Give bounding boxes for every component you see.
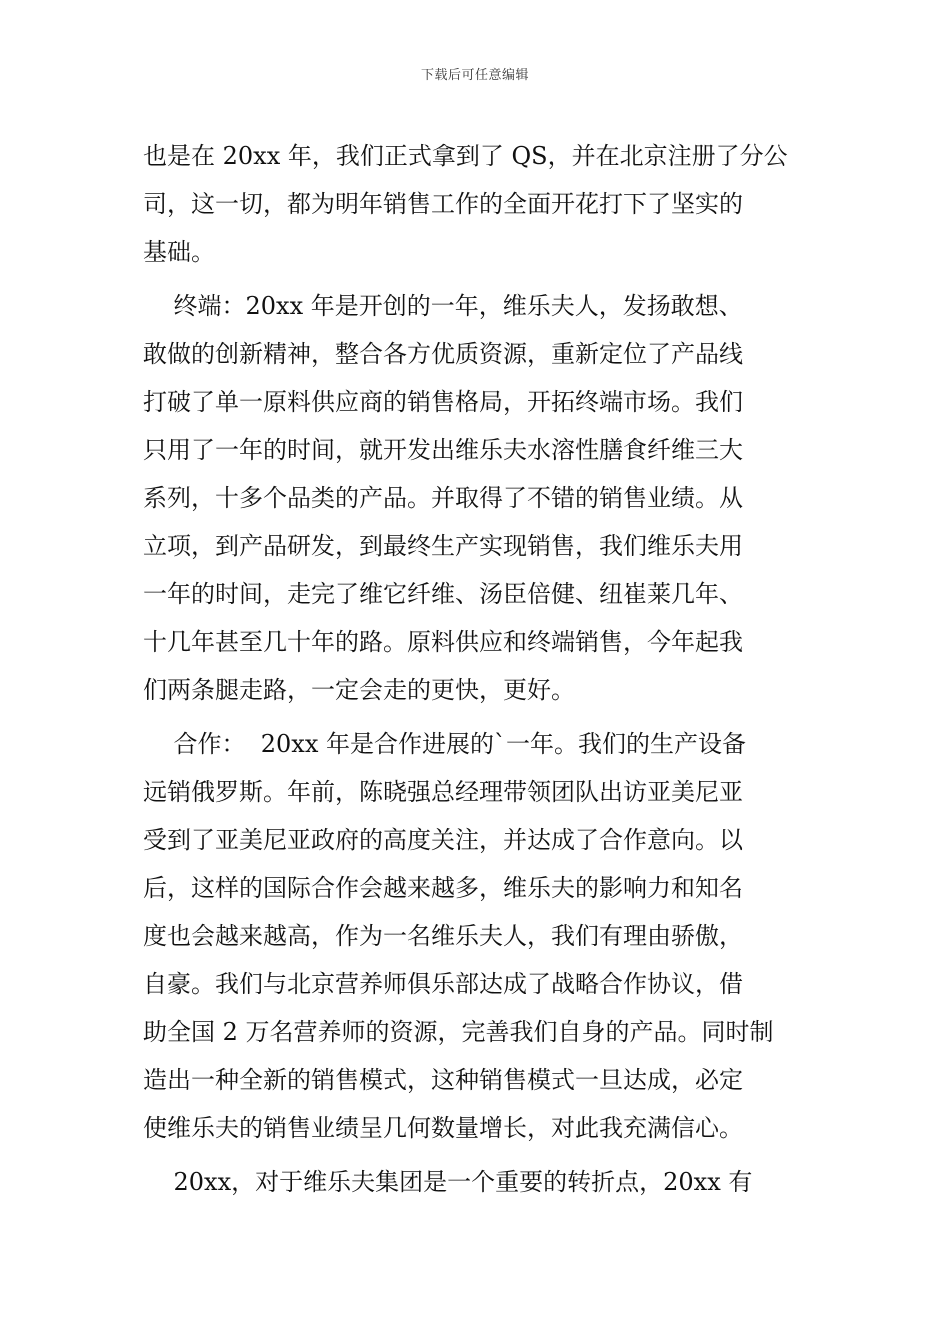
text-line: 助全国 2 万名营养师的资源，完善我们自身的产品。同时制 bbox=[143, 1018, 774, 1046]
text-line: 远销俄罗斯。年前，陈晓强总经理带领团队出访亚美尼亚 bbox=[143, 778, 743, 806]
document-body bbox=[143, 132, 811, 1206]
text-line: 20xx，对于维乐夫集团是一个重要的转折点，20xx 有 bbox=[143, 1168, 753, 1196]
paragraph bbox=[143, 132, 811, 276]
text-line: 立项，到产品研发，到最终生产实现销售，我们维乐夫用 bbox=[143, 532, 743, 560]
text-line: 一年的时间，走完了维它纤维、汤臣倍健、纽崔莱几年、 bbox=[143, 580, 743, 608]
text-line: 只用了一年的时间，就开发出维乐夫水溶性膳食纤维三大 bbox=[143, 436, 743, 464]
text-line: 系列，十多个品类的产品。并取得了不错的销售业绩。从 bbox=[143, 484, 743, 512]
text-line: 造出一种全新的销售模式，这种销售模式一旦达成，必定 bbox=[143, 1066, 743, 1094]
text-line: 后，这样的国际合作会越来越多，维乐夫的影响力和知名 bbox=[143, 874, 743, 902]
text-line: 十几年甚至几十年的路。原料供应和终端销售，今年起我 bbox=[143, 628, 743, 656]
text-line: 基础。 bbox=[143, 238, 215, 266]
text-line: 终端：20xx 年是开创的一年，维乐夫人，发扬敢想、 bbox=[143, 292, 743, 320]
paragraph bbox=[143, 720, 811, 1152]
page-header-note: 下载后可任意编辑 bbox=[420, 68, 529, 83]
text-line: 使维乐夫的销售业绩呈几何数量增长，对此我充满信心。 bbox=[143, 1114, 743, 1142]
text-line: 敢做的创新精神，整合各方优质资源，重新定位了产品线 bbox=[143, 340, 743, 368]
text-line: 度也会越来越高，作为一名维乐夫人，我们有理由骄傲， bbox=[143, 922, 743, 950]
paragraph bbox=[143, 1158, 811, 1206]
text-line: 合作： 20xx 年是合作进展的`一年。我们的生产设备 bbox=[143, 730, 747, 758]
text-line: 们两条腿走路，一定会走的更快，更好。 bbox=[143, 676, 575, 704]
paragraph bbox=[143, 282, 811, 714]
text-line: 打破了单一原料供应商的销售格局，开拓终端市场。我们 bbox=[143, 388, 743, 416]
text-line: 受到了亚美尼亚政府的高度关注，并达成了合作意向。以 bbox=[143, 826, 743, 854]
text-line: 也是在 20xx 年，我们正式拿到了 QS，并在北京注册了分公 bbox=[143, 142, 788, 170]
text-line: 司，这一切，都为明年销售工作的全面开花打下了坚实的 bbox=[143, 190, 743, 218]
text-line: 自豪。我们与北京营养师俱乐部达成了战略合作协议，借 bbox=[143, 970, 743, 998]
